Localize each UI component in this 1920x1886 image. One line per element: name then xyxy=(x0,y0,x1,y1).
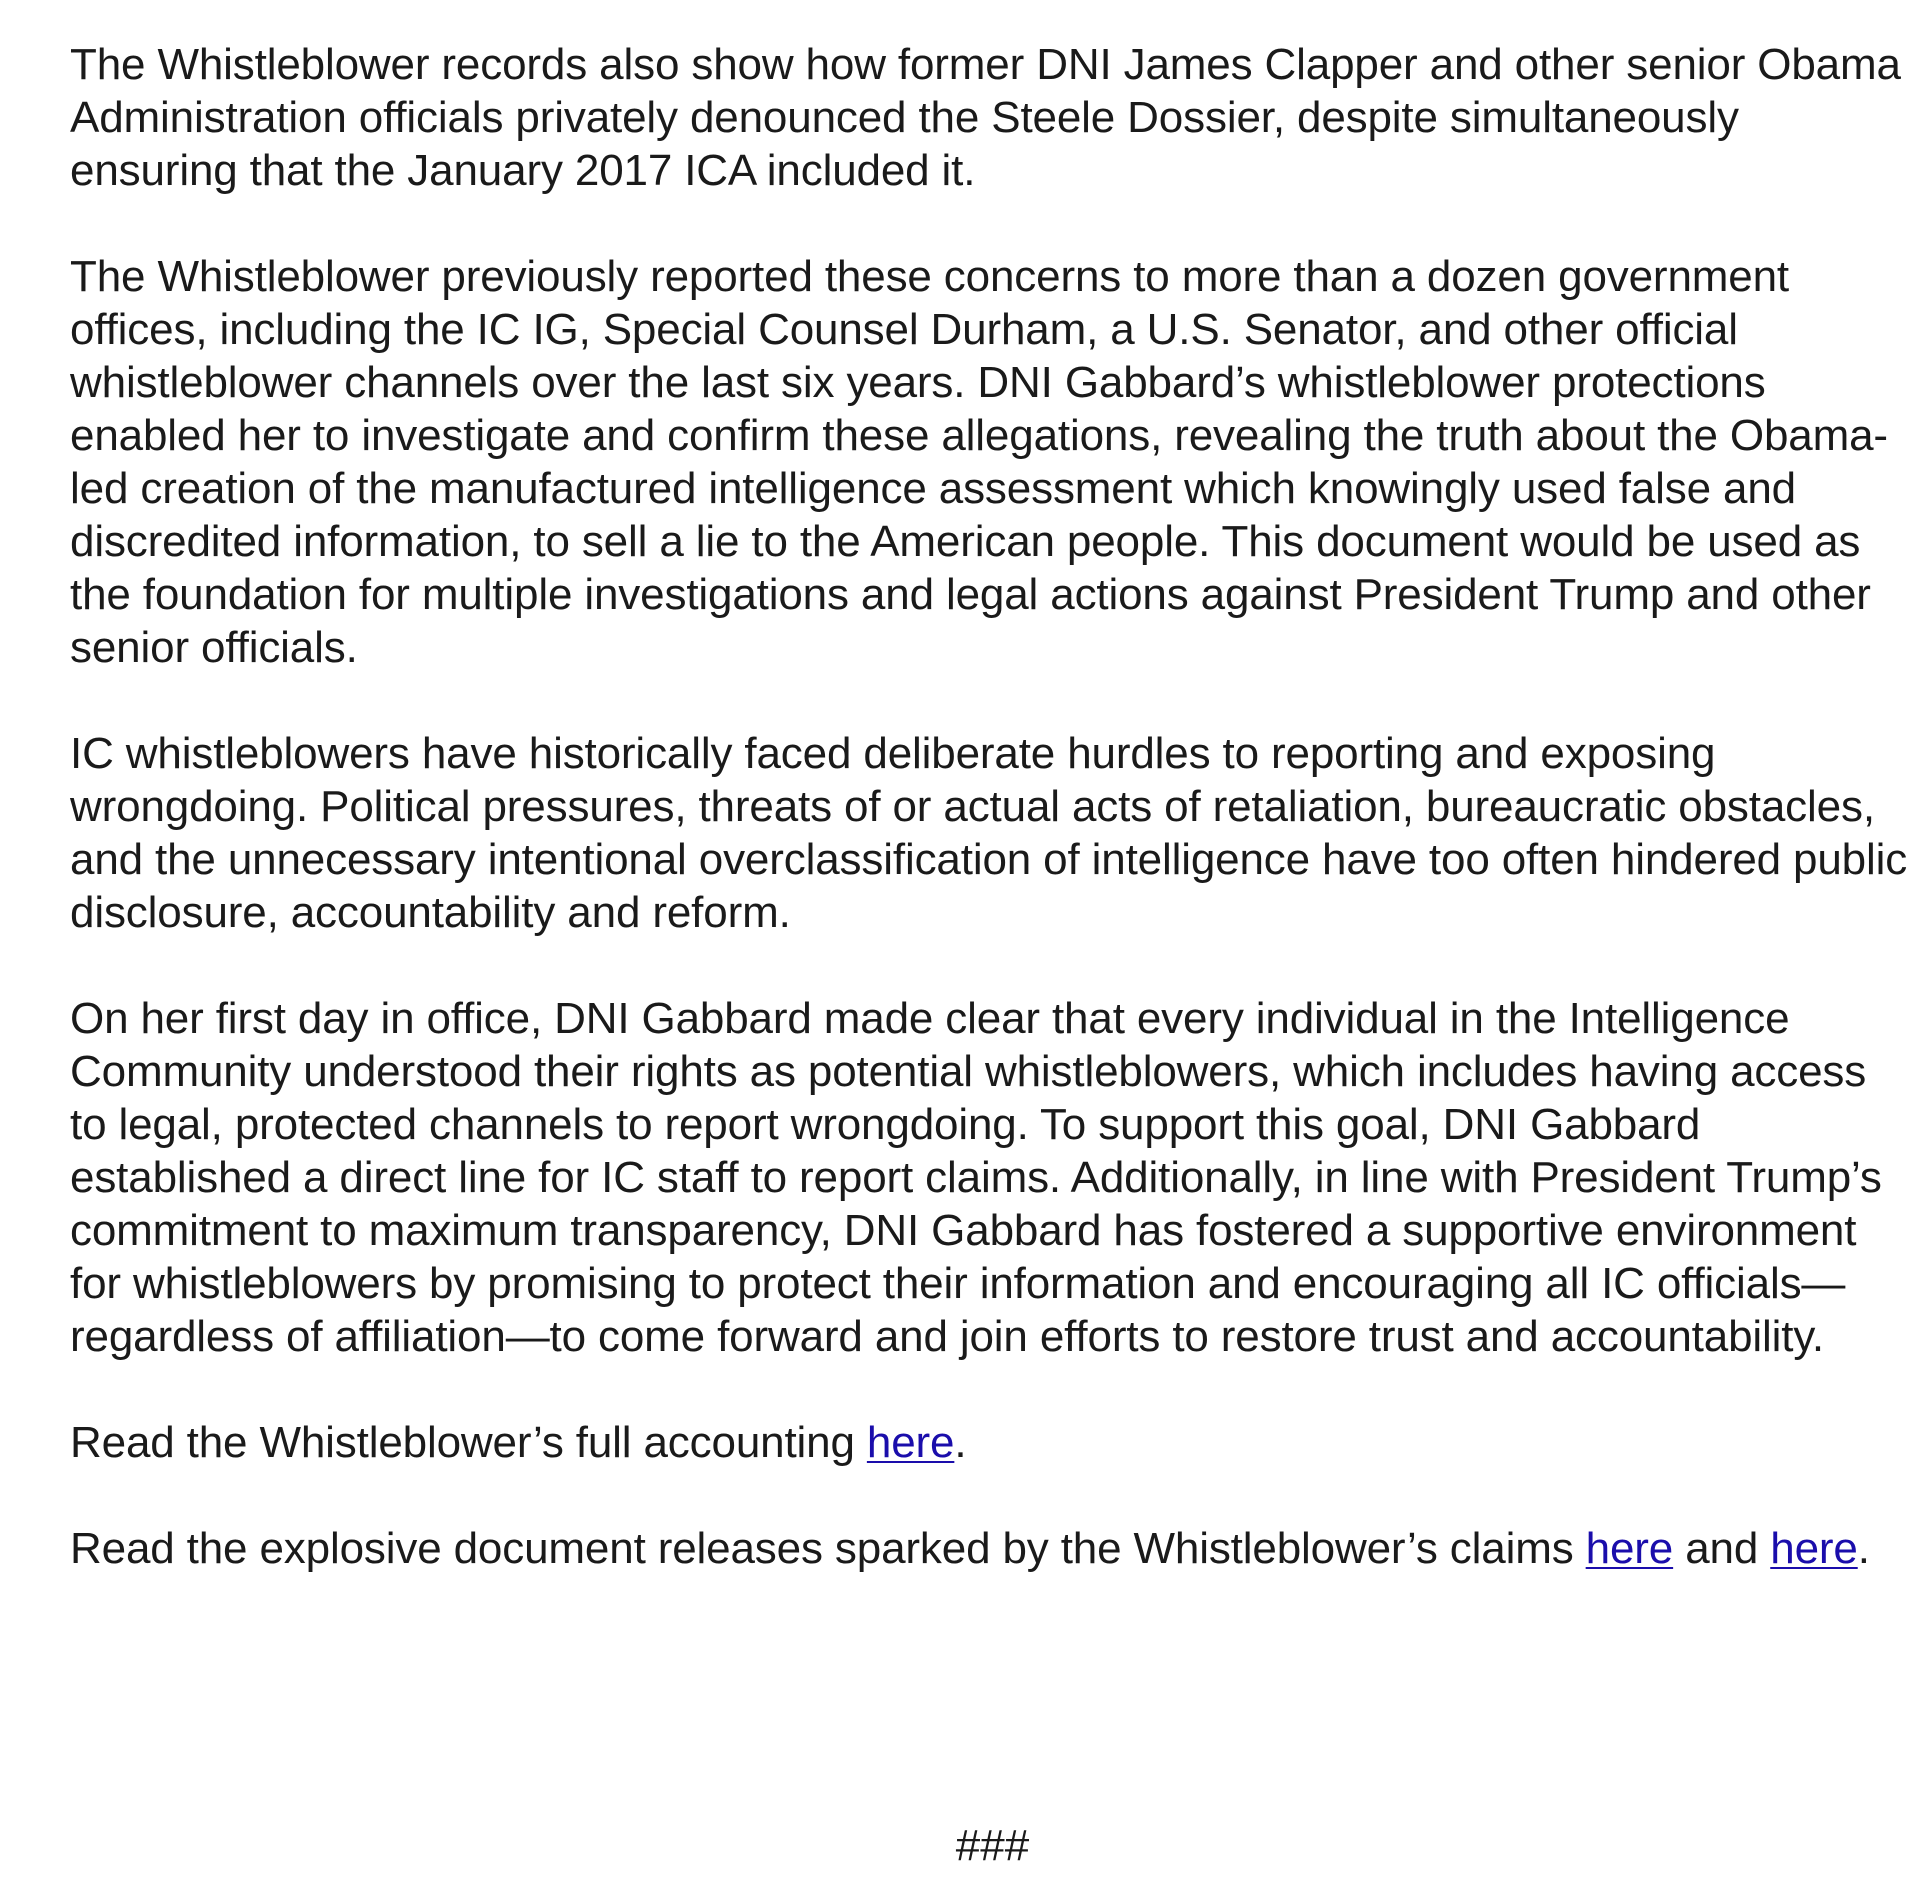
read-accounting-text: Read the Whistleblower’s full accounting xyxy=(70,1418,867,1467)
read-accounting-period: . xyxy=(954,1418,967,1467)
paragraph-read-releases xyxy=(70,1522,1910,1575)
paragraph-read-accounting xyxy=(70,1416,1910,1469)
paragraph-prior-reports: The Whistleblower previously reported these concerns to more than a dozen government offices, including the IC IG, Special Counsel Durham, a U.S. Senator, and other official whistleblower channels over the last six years. DNI Gabbard’s whistleblower protections enabled her to investigate and confirm these allegations, revealing the truth about the Obama-led creation of the manufactured intelligence assessment which knowingly used false and discredited information, to sell a lie to the American people. This document would be used as the foundation for multiple investigations and legal actions against President Trump and other senior officials. xyxy=(70,252,1888,672)
read-releases-text: Read the explosive document releases sparked by the Whistleblower’s claims xyxy=(70,1524,1586,1573)
document-release-link-1[interactable]: here xyxy=(1585,1524,1674,1573)
read-releases-conjunction: and xyxy=(1673,1524,1771,1573)
read-releases-period: . xyxy=(1857,1524,1870,1573)
document-release-link-2[interactable]: here xyxy=(1770,1524,1858,1573)
full-accounting-link[interactable]: here xyxy=(866,1418,955,1467)
press-release-body xyxy=(70,38,1910,1628)
paragraph-clapper-dossier: The Whistleblower records also show how former DNI James Clapper and other senior Obama Administration officials privately denounced the Steele Dossier, despite simultaneously ensuring that the January 2017 ICA included it. xyxy=(70,40,1901,195)
paragraph-first-day: On her first day in office, DNI Gabbard made clear that every individual in the Intelligence Community understood their rights as potential whistleblowers, which includes having access to legal, protected channels to report wrongdoing. To support this goal, DNI Gabbard established a direct line for IC staff to report claims. Additionally, in line with President Trump’s commitment to maximum transparency, DNI Gabbard has fostered a supportive environment for whistleblowers by promising to protect their information and encouraging all IC officials—regardless of affiliation—to come forward and join efforts to restore trust and accountability. xyxy=(70,994,1882,1361)
paragraph-ic-hurdles: IC whistleblowers have historically faced deliberate hurdles to reporting and exposing wrongdoing. Political pressures, threats of or actual acts of retaliation, bureaucratic obstacles, and the unnecessary intentional overclassification of intelligence have too often hindered public disclosure, accountability and reform. xyxy=(70,729,1908,937)
end-of-release-mark: ### xyxy=(955,1821,1030,1870)
